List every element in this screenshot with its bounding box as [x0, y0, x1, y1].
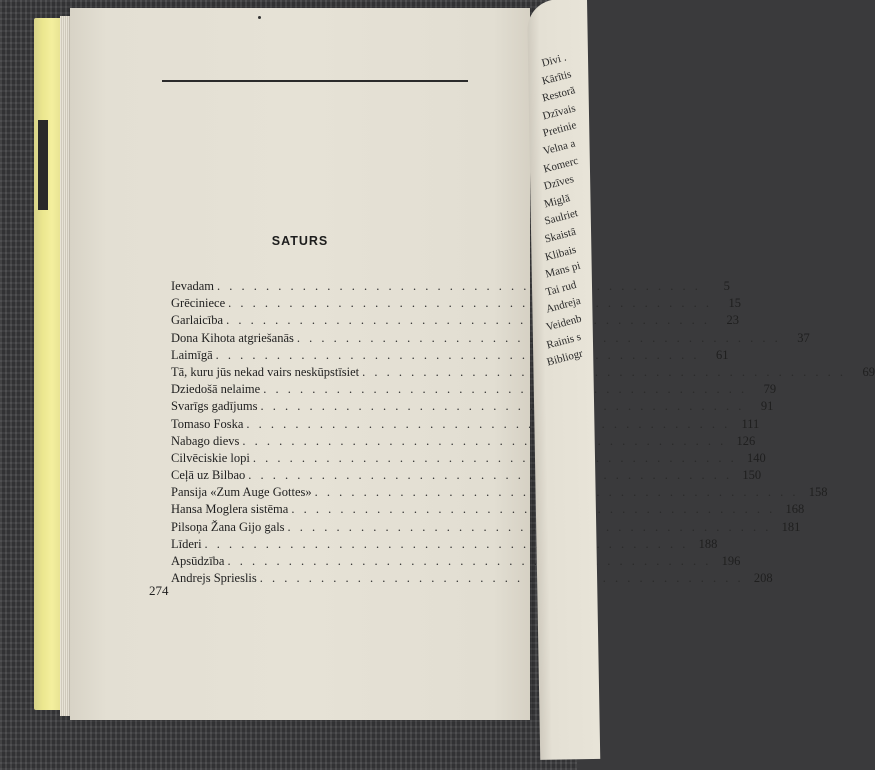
toc-entry-page: 61 — [716, 347, 729, 362]
toc-entry-title: Grēciniece — [171, 296, 226, 311]
toc-entry — [171, 467, 762, 484]
toc-entry — [171, 381, 777, 398]
toc-entry-page: 168 — [785, 502, 805, 517]
dot-leader — [217, 278, 701, 295]
toc-entry-page: 181 — [781, 519, 801, 534]
toc-entry-title: Svarīgs gadījums — [171, 399, 258, 414]
toc-entry-title: Nabago dievs — [171, 433, 240, 448]
toc-entry-page: 15 — [728, 296, 742, 311]
toc-entry — [171, 484, 828, 501]
right-page-entry: Dzīvais — [541, 102, 577, 123]
toc-entry-title: Pilsoņa Žana Gijo gals — [171, 519, 285, 534]
toc-entry-title: Dziedošā nelaime — [171, 382, 261, 397]
toc-entry-page: 126 — [736, 433, 756, 448]
right-page-list — [540, 51, 585, 372]
toc-entry-title: Andrejs Sprieslis — [171, 571, 257, 586]
cover-stripe — [38, 120, 48, 210]
page-number: 274 — [149, 583, 169, 598]
right-page-entry: Saulriet — [543, 207, 580, 228]
toc-entry-page: 196 — [721, 554, 741, 568]
toc-entry-page: 188 — [698, 536, 718, 551]
toc-entry — [171, 450, 766, 467]
toc-entry-title: Ievadam — [171, 279, 215, 293]
toc-entry — [171, 519, 801, 536]
toc-entry-page: 111 — [741, 416, 760, 431]
toc-entry-title: Laimīgā — [171, 347, 213, 362]
toc-entry-title: Ceļā uz Bilbao — [171, 468, 246, 483]
toc-entry-page: 208 — [753, 571, 773, 586]
dot-leader — [226, 312, 710, 329]
right-page-entry: Skaistā — [543, 225, 578, 246]
toc-entry — [171, 570, 773, 587]
page-heading: SATURS — [271, 234, 329, 248]
toc-entry-page: 79 — [763, 382, 777, 397]
right-page — [527, 0, 600, 760]
toc-entry-page: 5 — [723, 279, 730, 293]
dot-leader — [216, 347, 700, 364]
dot-leader — [288, 519, 772, 536]
right-page-entry: Restorā — [540, 84, 577, 105]
toc-entry-title: Tomaso Foska — [171, 416, 244, 431]
toc-entry-page: 69 — [862, 364, 875, 379]
horizontal-rule — [162, 80, 468, 82]
right-page-entry: Klibais — [543, 243, 578, 264]
dot-leader — [227, 553, 711, 570]
toc-entry-page: 140 — [746, 450, 766, 465]
toc-entry-page: 150 — [742, 468, 762, 483]
dot-leader — [263, 381, 747, 398]
toc-entry-page: 158 — [808, 485, 828, 500]
toc-entry — [171, 416, 760, 433]
right-page-entry: Komerc — [542, 154, 580, 176]
right-page-entry: Tai rud — [544, 278, 578, 299]
right-page-entry: Divi . — [540, 51, 568, 70]
toc-entry-title: Līderi — [171, 536, 202, 551]
dot-leader — [242, 433, 726, 450]
right-page-entry: Miglā — [542, 191, 572, 211]
dot-leader — [362, 364, 846, 381]
dot-leader — [246, 416, 730, 433]
right-page-entry: Rainis s — [545, 330, 583, 352]
toc-entry-title: Hansa Moglera sistēma — [171, 502, 289, 517]
right-page-entry: Pretinie — [541, 119, 578, 140]
dot-leader — [228, 295, 712, 312]
dot-leader — [260, 570, 744, 587]
toc-entry-title: Pansija «Zum Auge Gottes» — [171, 485, 312, 500]
right-page-entry: Andreja — [544, 295, 583, 316]
dot-leader — [260, 398, 744, 415]
toc-entry — [171, 553, 741, 570]
toc-entry-title: Tā, kuru jūs nekad vairs neskūpstīsiet — [171, 364, 360, 379]
toc-entry-page: 91 — [760, 399, 774, 414]
right-page-entry: Veidenb — [544, 312, 583, 334]
toc-entry-page: 37 — [797, 330, 810, 345]
toc-entry-title: Garlaicība — [171, 313, 224, 328]
dot-leader — [253, 450, 737, 467]
right-page-entry: Bibliogr — [545, 347, 585, 369]
toc-entry — [171, 364, 875, 381]
toc-entry — [171, 501, 805, 518]
toc-entry — [171, 536, 718, 553]
right-page-entry: Velna a — [541, 137, 577, 158]
toc-entry-title: Cilvēciskie lopi — [171, 450, 250, 465]
toc-entry-title: Dona Kihota atgriešanās — [171, 330, 294, 345]
toc-entry-title: Apsūdzība — [171, 554, 225, 568]
dot-leader — [291, 501, 775, 518]
right-page-entry: Mans pi — [544, 259, 582, 281]
right-page-entry: Kārītis — [540, 67, 573, 88]
dot-leader — [205, 536, 689, 553]
toc-entry-page: 23 — [726, 313, 739, 328]
right-page-entry: Dzīves — [542, 173, 576, 193]
toc-entry — [171, 398, 774, 415]
ink-dot — [258, 16, 261, 19]
dot-leader — [248, 467, 732, 484]
toc-entry — [171, 433, 756, 450]
